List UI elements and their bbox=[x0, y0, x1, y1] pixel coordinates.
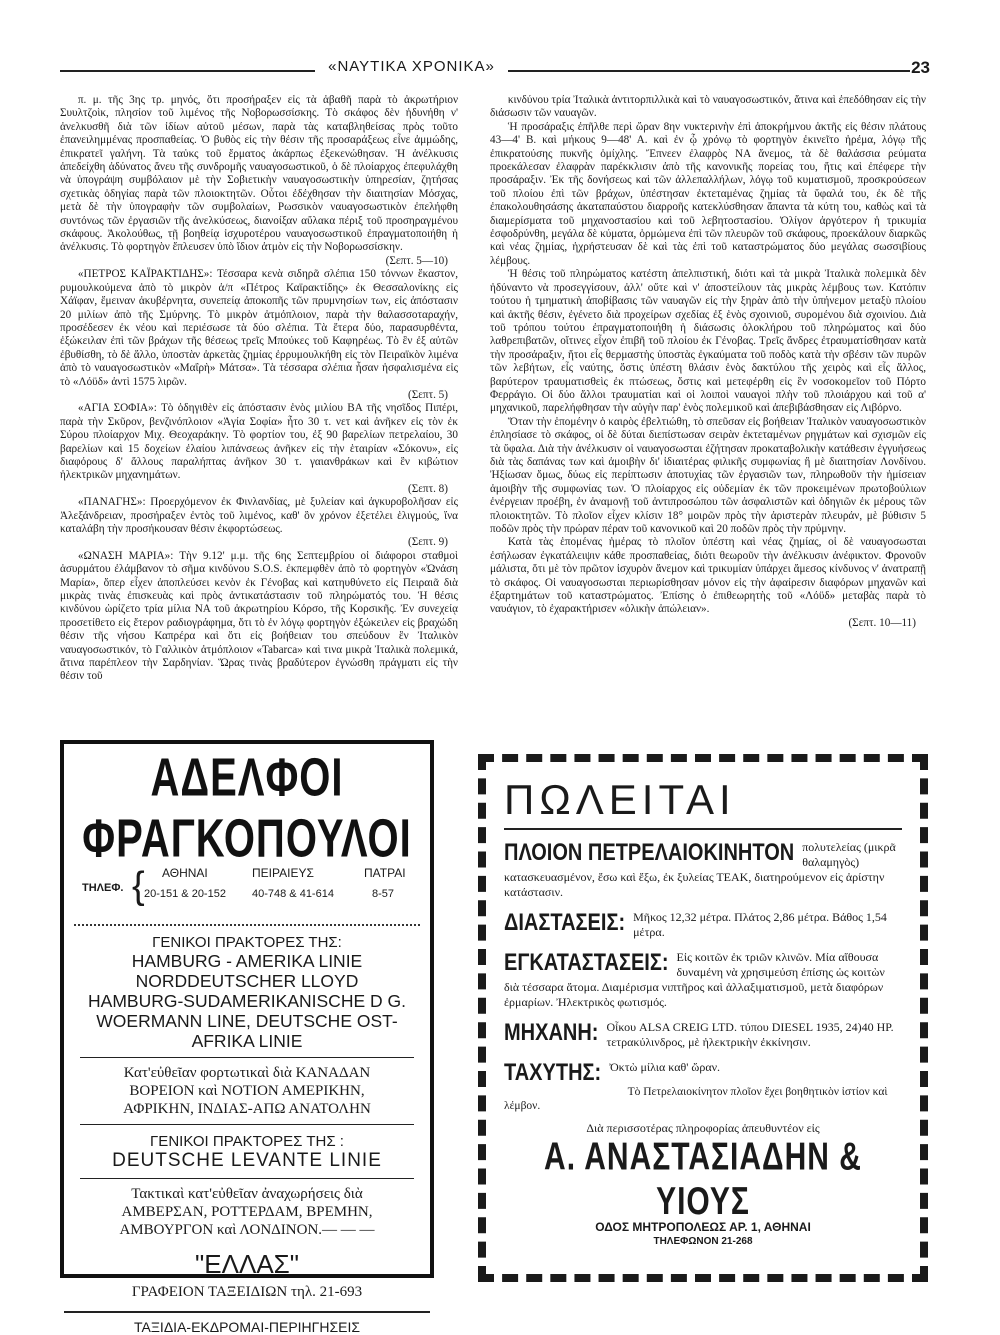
journal-title: «ΝΑΥΤΙΚΑ ΧΡΟΝΙΚΑ» bbox=[328, 58, 495, 75]
cargo-line: ΑΦΡΙΚΗΝ, ΙΝΔΙΑΣ-ΑΠΩ ΑΝΑΤΟΛΗΝ bbox=[123, 1101, 371, 1117]
trips-line: ΤΑΞΙΔΙΑ-ΕΚΔΡΟΜΑΙ-ΠΕΡΙΗΓΗΣΕΙΣ bbox=[64, 1311, 430, 1335]
dotted-separator bbox=[74, 924, 420, 926]
agents2-title: ΓΕΝΙΚΟΙ ΠΡΑΚΤΟΡΕΣ ΤΗΣ : bbox=[150, 1133, 344, 1150]
row-label: ΕΓΚΑΤΑΣΤΑΣΕΙΣ: bbox=[504, 949, 669, 977]
cargo-line: Κατ'εὐθεῖαν φορτωτικαὶ διὰ ΚΑΝΑΔΑΝ bbox=[123, 1065, 371, 1081]
advertisement-boat-for-sale bbox=[478, 754, 928, 1282]
row-label: ΤΑΧΥΤΗΣ: bbox=[504, 1059, 602, 1087]
dateline: (Σεπτ. 9) bbox=[408, 536, 448, 549]
divider bbox=[80, 1124, 414, 1125]
ad-row-speed bbox=[504, 1059, 902, 1087]
paragraph: π. μ. τῆς 3ης τρ. μηνός, ὅτι προσήραξεν εἰς τὰ ἀβαθῆ παρὰ τὸ ἀκρωτήριον Συυλτζοὶκ, πλησίον τοῦ λιμένος τῆς Νοβορωσσίσκης. Τὸ σκάφος δὲν ἠδυνήθη ν' ἀνελκυσθῆ διὰ τῶν ἰδίων αὐτοῦ μέσων, παρὰ τὰς καταβληθείσας πρὸς τοῦτο ἐπανειλημμένας προσπαθείας. Ὁ βυθὸς εἰς τὴν θέσιν τῆς προσαράξεως εἶνε ἀμμώδης, ἐπικρατεῖ γαλήνη. Τὰ ταὐκς τοῦ ἕρματος ἀκάρπως ἐξεκενώθησαν. Ἡ ἀνέλκυσις ἀπεδείχθη ἀδύνατος ἄνευ τῆς συνδρομῆς ναυαγοσωστικοῦ, ὁ δὲ πλοίαρχος ἐπεφυλάχθη νὰ ὑπογράψη συμβόλαιον μὲ τὴν Σοβιετικὴν ναυαγοσωστικὴν ὑπηρεσίαν, ζητήσας σχετικὰς ὁδηγίας παρὰ τῶν πλοιοκτητῶν. Οὗτοι ἐδέχθησαν τὴν διαιτησίαν Μόσχας, μετὰ δὲ τὴν ὑπογραφὴν τῶν συμβολαίων, Ρωσσικὸν ναυαγοσωστικὸν ἐπελήφθη συντόνως τῶν ἐργασιῶν τῆς ἀνελκύσεως, διανοίξαν αὔλακα πέριξ τοῦ προσηραγμένου σκάφους. Ἀκολούθως, τῇ βοηθείᾳ ἰσχυροτέρου ναυαγοσωστικοῦ ἐπραγματοποιήθη ἡ ἀνέλκυσις. Τὸ φορτηγὸν ἔπλευσεν ὑπὸ ἴδιον ἀτμὸν εἰς τὴν Νοβορωσσίσκην. bbox=[60, 94, 458, 254]
city-patras: ΠΑΤΡΑΙ bbox=[364, 866, 406, 880]
agents-line: HAMBURG - AMERIKA LINIE bbox=[131, 951, 363, 971]
contact-intro: Διὰ περισσοτέρας πληροφορίας ἀπευθυντέον εἰς bbox=[586, 1121, 820, 1135]
paragraph: κινδύνου τρία Ἰταλικὰ ἀντιτορπιλλικὰ καὶ τὸ ναυαγοσωστικόν, ἅτινα καὶ ἐπεδόθησαν εἰς τὴν διάσωσιν τῶν ναυαγῶν. bbox=[490, 94, 926, 120]
paragraph: Ὅταν τὴν ἑπομένην ὁ καιρὸς ἐβελτιώθη, τὸ σπεῦσαν εἰς βοήθειαν Ἰταλικὸν ναυαγοσωστικὸν ἐπλησίασε τὸ σκάφος, οἱ δὲ δύται διεπίστωσαν σειρὰν ἐκτεταμένων ρηγμάτων καὶ σχισμῶν εἰς τὰ ὕφαλα. Διὰ τὴν ἀνέλκυσιν οἱ ναυαγοσωσται ἐζήτησαν προκαταβολικὴν κατάθεσιν ἐγγυήσεως διὰ τὰς δαπάνας των καὶ ἀμοιβὴν δι' ἰδιαιτέρας φιλικῆς συμφωνίας ἢ μὲ διαιτησίαν Λονδίνου. Ἠξίωσαν ὅμως, δύως εἰς περίπτωσιν ἀποτυχίας τῶν ἐργασιῶν των, πληρωθοῦν τὴν ἡμίσειαν ἀμοιβὴν τῆς συμφωνίας των. Ὁ πλοίαρχος εἰς οὐδεμίαν ἐκ τῶν προκειμένων πρωτοβούλιων ἐνέργειαν προέβη, ἐν ἀναμονῇ τοῦ ἀντιπροσώπου τῶν ἀσφαλιστῶν καὶ ὁδηγιῶν ἐκ μέρους τῶν πλοιοκτητῶν. Τὸ πλοῖον εἶχεν κλίσιν 18° μοιρῶν πρὸς τὴν ἀριστερὰν πλευράν, μὲ βύθισιν 5 ποδῶν πρὸς τὴν πρώραν πέραν τοῦ κανονικοῦ καὶ 20 ποδῶν πρὸς τὴν πρύμνην. bbox=[490, 415, 926, 535]
departures-line: Τακτικαὶ κατ'εὐθεῖαν ἀναχωρήσεις διὰ bbox=[131, 1186, 363, 1202]
row-text: Ὀκτὼ μίλια καθ' ὥραν. bbox=[609, 1060, 721, 1074]
divider bbox=[80, 1057, 414, 1058]
article-column-left bbox=[60, 94, 458, 739]
ad-brand-name: ΑΔΕΛΦΟΙ ΦΡΑΓΚΟΠΟΥΛΟΙ bbox=[82, 748, 412, 869]
headline-rule bbox=[504, 828, 902, 830]
travel-office: ΓΡΑΦΕΙΟΝ ΤΑΞΕΙΔΙΩΝ τηλ. 21-693 bbox=[131, 1284, 363, 1300]
row-label: ΜΗΧΑΝΗ: bbox=[504, 1019, 599, 1047]
ad-phone-block bbox=[72, 866, 422, 918]
ad-row-dimensions bbox=[504, 910, 902, 940]
paragraph: Ἡ θέσις τοῦ πληρώματος κατέστη ἀπελπιστική, διότι καὶ τὰ μικρὰ Ἰταλικὰ πολεμικὰ δὲν ἠδύναντο νὰ προσεγγίσουν, ἀλλ' οὔτε καὶ ν' ἀποστείλουν τὰς μικρὰς λέμβους των. Κατόπιν τούτου ἡ τμηματικὴ ἀποβίβασις τῶν ναυαγῶν εἰς τὴν ξηρὰν ἀπὸ τὴν ὑπήνεμον μεταξὺ πλοίου καὶ ἀκτῆς θέσιν, ἐγένετο διὰ προχείρων σχεδίας ἐξ ἑνὸς σχοινιοῦ, συρομένου διὰ σχοινίου. Διὰ τοῦ τρόπου τούτου ἐπραγματοποιήθη ἡ διάσωσις ὁλοκλήρου τοῦ πληρώματος καὶ δύο λαθρεπιβατῶν, οἵτινες εἶχον ἐπιβῆ τοῦ πλοίου ἐκ Γένοβας. Τρεῖς ἄνδρες ἐτραυματίσθησαν κατὰ τὴν προσάραξιν, ἤτοι εἷς θερμαστὴς ὑποστὰς ἐγκαύματα τοῦ ποδὸς κατὰ τὴν σβέσιν τῶν πυρῶν τῶν λεβήτων, εἷς ναύτης, ὅστις ὑπέστη θλάσιν ἑνὸς δακτύλου τῆς χειρὸς καὶ εἷς ἄλλος, βαρύτερον τραυματισθεὶς ἐκ πτώσεως, ὅστις καὶ μετεφέρθη εἰς ἓν νοσοκομεῖον τοῦ Πόρτο Φερράγιο. Οἱ δύο ἄλλοι τραυματίαι καὶ οἱ λοιποὶ ναυαγοὶ πλὴν τοῦ πλοιάρχου καὶ τοῦ α' μηχανικοῦ, παρελήφθησαν τὴν αὐγὴν παρ' ἑνὸς πολεμικοῦ καὶ ἀπεβιβάσθησαν εἰς Λιβόρνο. bbox=[490, 268, 926, 415]
row-label: ΠΛΟΙΟΝ ΠΕΤΡΕΛΑΙΟΚΙΝΗΤΟΝ bbox=[504, 839, 795, 867]
agents-line: NORDDEUTSCHER LLOYD bbox=[135, 971, 359, 991]
paragraph: «ΠΑΝΑΓΗΣ»: Προερχόμενον ἐκ Φινλανδίας, μὲ ξυλείαν καὶ ἀγκυροβολῆσαν εἰς Ἀλεξάνδρειαν, προσήραξεν ἐντὸς τοῦ λιμένος, καθ' ὃν χρόνον ἐξετέλει ἑλιγμούς, ἵνα καταλάβη τὴν προσήκουσαν θέσιν ἐκφορτώσεως. bbox=[60, 496, 458, 535]
paragraph: Ἡ προσάραξις ἐπῆλθε περὶ ὥραν 8ην νυκτερινὴν ἐπὶ ἀποκρήμνου ἀκτῆς εἰς θέσιν πλάτους 43—4' Β. καὶ μήκους 9—48' Α. καὶ ἐν ᾧ χρόνῳ τὸ φορτηγὸν ἐκινεῖτο ἠρέμα, λόγῳ τῆς ἐπικρατούσης πυκνῆς ὁμίχλης. Ἔπνεεν ἐλαφρὸς ΝΑ ἄνεμος, τὰ δὲ θαλάσσια ρεύματα προεκάλεσαν ἐλαφρὰν παρέκκλισιν ἀπὸ τῆς κανονικῆς πορείας του, ἥτις καὶ ἐπέφερε τὴν προσάραξιν. Ἐκ τῆς δονήσεως καὶ τῶν ἀλλεπαλλήλων, λόγῳ τοῦ κυματισμοῦ, προσκρούσεων τοῦ πλοίου ἐπὶ τῶν βράχων, ὑπέστησαν ἐκτεταμένας ζημίας τὰ ὕφαλά του, ἐκ δὲ τῆς ἐπακολουθησάσης ἀκαταπαύστου διαρροῆς κατεκλύσθησαν ἅπαντα τὰ κύτη του, καθὼς καὶ τὰ διαμερίσματα τοῦ μηχανοστασίου καὶ τοῦ λεβητοστασίου. Ὀλίγον ἀργότερον ἡ τρικυμία ἐσφοδρύνθη, μεγάλα δὲ κύματα, ὁρμώμενα ἐπὶ τῶν πλευρῶν τοῦ σκάφους, προεκάλουν διαρκῶς καὶ νέας ζημίας, ἠχρήστευσαν δὲ καὶ τὰς ἐπὶ τοῦ καταστρώματος δύο μεγάλας σωσσιβίους λέμβους. bbox=[490, 120, 926, 267]
paragraph: «ΩΝΑΣΗ ΜΑΡΙΑ»: Τὴν 9.12' μ.μ. τῆς 6ης Σεπτεμβρίου οἱ διάφοροι σταθμοὶ ἀσυρμάτου ἐλάμβανον τὸ σῆμα κινδύνου S.O.S. ἐκπεμφθὲν ἀπὸ τὸ φορτηγὸν «Ὠνάση Μαρία», ὅπερ εἶχεν ἀποπλεύσει κενὸν ἐκ Γένοβας καὶ κατηυθύνετο εἰς Πειραιᾶ διὰ μικρὰς τινὰς ἐπισκευὰς καὶ πρὸς ἀντικατάστασιν τοῦ πληρώματός του. Ἡ θέσις κινδύνου ὡρίζετο τρία μίλια ΝΑ τοῦ ἀκρωτηρίου Κόρσο, τῆς Κορσικῆς. Ἐν συνεχείᾳ προσετίθετο εἰς ἕτερον ραδιογράφημα, ὅτι τὸ ἐν λόγῳ φορτηγὸν ἐξώκειλεν εἰς βραχώδη θέσιν τῆς νήσου Καπρέρα καὶ ὅτι εἰς βοήθειαν του σπεύδουν ἓν Ἰταλικὸν ναυαγοσωστικόν, τὸ Γαλλικὸν ἀτμόπλοιον «Tabarca» καὶ τινα μικρὰ Ἰταλικὰ πολεμικά, ἅτινα παρέπλεον τὴν Σαρδηνίαν. Ὥρας τινὰς βραδύτερον ἐγνώσθη πράγματι εἰς τὴν θέσιν τοῦ bbox=[60, 549, 458, 683]
departures-line: ΑΜΒΟΥΡΓΟΝ καὶ ΛΟΝΔΙΝΟΝ.— — — bbox=[119, 1222, 375, 1238]
city-athens: ΑΘΗΝΑΙ bbox=[162, 866, 208, 880]
agents-title: ΓΕΝΙΚΟΙ ΠΡΑΚΤΟΡΕΣ ΤΗΣ: bbox=[152, 934, 342, 951]
ad-row-engine bbox=[504, 1020, 902, 1050]
ad-row-vessel bbox=[504, 840, 902, 900]
phone-patras: 8-57 bbox=[372, 888, 395, 900]
phone-piraeus: 40-748 & 41-614 bbox=[252, 888, 334, 900]
row-label: ΔΙΑΣΤΑΣΕΙΣ: bbox=[504, 909, 626, 937]
agents-line: WOERMANN LINE, DEUTSCHE OST- bbox=[96, 1011, 398, 1031]
ad-row-installations bbox=[504, 950, 902, 1010]
paragraph: «ΠΕΤΡΟΣ ΚΑΪΡΑΚΤΙΔΗΣ»: Τέσσαρα κενὰ σιδηρᾶ σλέπια 150 τόννων ἕκαστον, ρυμουλκούμενα ἀπὸ τὸ μικρὸν ἀ/π «Πέτρος Καϊρακτίδης» ἐκ Θεσσαλονίκης εἰς Χάϊφαν, ἔμειναν ἀκυβέρνητα, συνεπείᾳ ἀποκοπῆς τῶν πρυμνησίων των, εἰς ἀπόστασιν 20 μιλίων ἀπὸ τῆς Σμύρνης. Τὸ μικρὸν ἀτμόπλοιον, παρὰ τὴν θαλασσοταραχήν, προσέδεσεν ἐκ νέου καὶ περιέσωσε τὰ δύο σλέπια. Τὰ ἕτερα δύο, παρασυρθέντα, ἐξώκειλαν ἐπὶ τῶν βράχων τῆς θέσεως τρεῖς Μπούκες τοῦ Καφηρέως. Τὸ ἓν ἐξ αὐτῶν ἐβυθίσθη, τὸ δὲ ἄλλο, ὑποστὰν ἀρκετὰς ζημίας ἐρρυμουλκήθη εἰς τὸν Πειραϊκὸν λιμένα ἀπὸ τὸ ναυαγοσωστικὸν «Μαΐρὴ» Μάτσα». Τὰ τέσσαρα σλέπια ἦσαν ἠσφαλισμένα εἰς τὸ «Λόϋδ» ἀντὶ 1575 λιρῶν. bbox=[60, 268, 458, 388]
page-number: 23 bbox=[911, 58, 930, 77]
dateline: (Σεπτ. 5) bbox=[408, 388, 448, 401]
header-rule-left bbox=[60, 70, 315, 72]
company-phone: ΤΗΛΕΦΩΝΟΝ 21-268 bbox=[653, 1236, 753, 1247]
page-header bbox=[60, 58, 930, 86]
dateline: (Σεπτ. 5—10) bbox=[385, 254, 448, 267]
for-sale-headline: ΠΩΛΕΙΤΑΙ bbox=[504, 776, 736, 823]
advertisement-frangopouloi bbox=[60, 740, 434, 1335]
brace-glyph: { bbox=[132, 865, 145, 907]
company-address: ΟΔΟΣ ΜΗΤΡΟΠΟΛΕΩΣ ΑΡ. 1, ΑΘΗΝΑΙ bbox=[595, 1220, 811, 1234]
company-name: Α. ΑΝΑΣΤΑΣΙΑΔΗΝ & ΥΙΟΥΣ bbox=[544, 1135, 862, 1223]
paragraph: «ΑΓΙΑ ΣΟΦΙΑ»: Τὸ ὁδηγιθὲν εἰς ἀπόστασιν ἑνὸς μιλίου ΒΑ τῆς νησῖδος Πιπέρι, παρὰ τὴν Σκῦρον, βενζινόπλοιον «Ἁγία Σοφία» ἦτο 30 τ. νετ καὶ ἀνῆκεν εἰς τὸν ἐκ Σύρου πλοίαρχον Μιχ. Θεοχαράκην. Τὸ φορτίον του, ἐξ 90 βαρελίων πετρελαίου, 30 βαρελίων καὶ 15 δοχείων ἐλαίου λιπάνσεως ἀνῆκεν εἰς τὴν ἑταιρίαν «Σόκονυ», εἰς διαφόρους δ' ἄλλους παραλήπτας ἀνῆκον 30 τ. γαιανθράκων καὶ ἓν κιβώτιον ἠλεκτρικῶν μηχανημάτων. bbox=[60, 402, 458, 482]
row-text: Μῆκος 12,32 μέτρα. Πλάτος 2,86 μέτρα. Βάθος 1,54 μέτρα. bbox=[633, 910, 887, 939]
dateline: (Σεπτ. 10—11) bbox=[848, 616, 916, 629]
agents-line: HAMBURG-SUDAMERIKANISCHE D G. bbox=[88, 991, 406, 1011]
agents-line: AFRIKA LINIE bbox=[191, 1031, 303, 1051]
header-rule-right bbox=[508, 70, 910, 72]
row-text: Οἶκου ALSA CREIG LTD. τύπου DIESEL 1935, 24)40 HP. τετρακύλινδρος, μὲ ἠλεκτρικὴν ἐκκίνησιν. bbox=[606, 1020, 894, 1049]
auxiliary-note: Τὸ Πετρελαιοκίνητον πλοῖον ἔχει βοηθητικὸν ἱστίον καὶ λέμβον. bbox=[504, 1086, 888, 1112]
divider bbox=[80, 1178, 414, 1179]
row-text: Εἰς κοιτῶν ἐκ τριῶν κλινῶν. Μία αἴθουσα δυναμένη νὰ χρησιμεύση ἐπίσης ὡς κοιτὼν διὰ τέσσαρα ἄτομα. Διαμέρισμα νιπτῆρος καὶ ἀλλαξιματισμοῦ, μετὰ διαφόρων ἐρμαρίων. Ἠλεκτρικὸς φωτισμός. bbox=[504, 950, 885, 1009]
city-piraeus: ΠΕΙΡΑΙΕΥΣ bbox=[252, 866, 314, 880]
cargo-line: ΒΟΡΕΙΟΝ καὶ ΝΟΤΙΟΝ ΑΜΕΡΙΚΗΝ, bbox=[129, 1083, 365, 1099]
row-text: πολυτελείας (μικρᾶ θαλαμηγὸς) κατασκευασμένον, ἔσω καὶ ἔξω, ἐκ ξυλείας ΤΕΑΚ, διατηρούμενον εἰς ἀρίστην κατάστασιν. bbox=[504, 840, 896, 899]
article-column-right bbox=[490, 94, 926, 738]
ellas-title: "ΕΛΛΑΣ" bbox=[195, 1249, 299, 1279]
agents2-name: DEUTSCHE LEVANTE LINIE bbox=[112, 1150, 382, 1171]
paragraph: Κατὰ τὰς ἑπομένας ἡμέρας τὸ πλοῖον ὑπέστη καὶ νέας ζημίας, οἱ δὲ ναυαγοσωσται ἐσήλωσαν ἐγκατάλειψιν κάθε προσπαθείας, διότι θεωροῦν τὴν ἀνέλκυσιν ἀνέφικτον. Φρονοῦν μάλιστα, ὅτι μὲ τὸν πρῶτον ἰσχυρὸν ἄνεμον καὶ τρικυμίαν ὑπάρχει ἄμεσος κίνδυνος ν' ἀνατραπῇ τὸ σκάφος. Οἱ ναυαγοσωσται περιωρίσθησαν μόνον εἰς τὴν ἀφαίρεσιν διαφόρων μηχανῶν καὶ ἐξαρτημάτων τοῦ καταστρώματος. Ἐπίσης ὁ ἐπιθεωρητὴς τοῦ «Λόϋδ» μεταβὰς παρὰ τὸ ναυάγιον, τὸ ἐχαρακτήρισεν «ὁλικὴν ἀπώλειαν». bbox=[490, 536, 926, 616]
phone-athens: 20-151 & 20-152 bbox=[144, 888, 226, 900]
departures-line: ΑΜΒΕΡΣΑΝ, ΡΟΤΤΕΡΔΑΜ, ΒΡΕΜΗΝ, bbox=[121, 1204, 373, 1220]
tel-label: ΤΗΛΕΦ. bbox=[82, 882, 124, 894]
dateline: (Σεπτ. 8) bbox=[408, 482, 448, 495]
